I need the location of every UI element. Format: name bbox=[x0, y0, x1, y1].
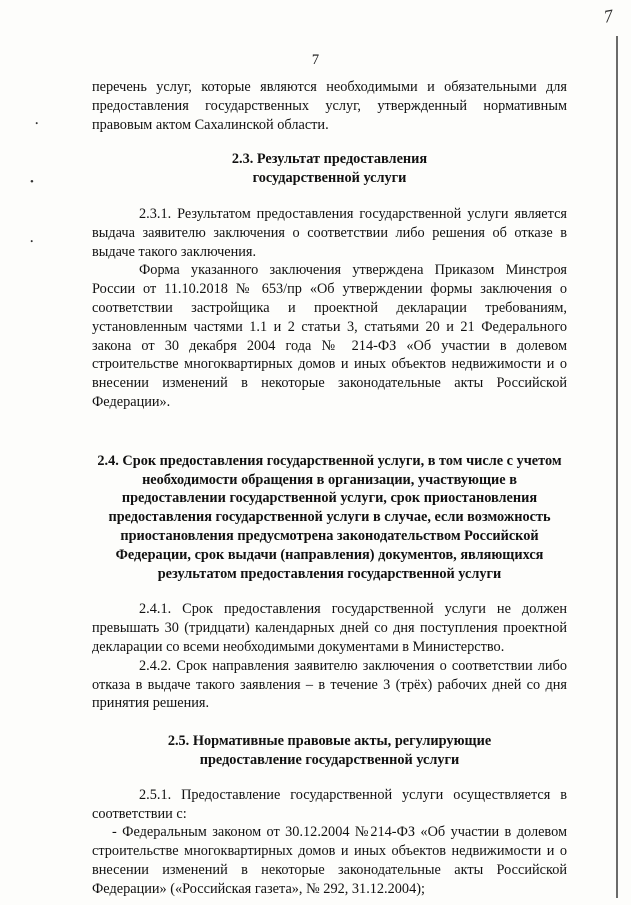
paragraph-2-4-2: 2.4.2. Срок направления заявителю заключения о соответствии либо отказа в выдаче такого заявления – в течение 3 (трёх) рабочих дней со дня принятия решения. bbox=[92, 657, 567, 712]
heading-line: предоставление государственной услуги bbox=[199, 751, 460, 768]
heading-line: приостановления предусмотрена законодательством Российской bbox=[120, 527, 539, 544]
heading-line: необходимости обращения в организации, участвующие в bbox=[142, 471, 517, 488]
heading-line: предоставлении государственной услуги, срок приостановления bbox=[121, 490, 538, 507]
heading-line: результатом предоставления государственной услуги bbox=[157, 565, 502, 582]
heading-line: предоставления государственной услуги в случае, если возможность bbox=[108, 509, 551, 526]
paragraph-2-3-1: 2.3.1. Результатом предоставления государственной услуги является выдача заявителю заключения о соответствии либо решения об отказе в выдаче такого заключения. bbox=[92, 205, 567, 260]
scan-speck-mark: • bbox=[30, 176, 34, 188]
scan-speck-mark: ꞏ bbox=[35, 118, 39, 130]
section-heading-2-4 bbox=[84, 452, 575, 584]
handwritten-page-mark: 7 bbox=[602, 5, 615, 27]
scan-speck-mark: ꞏ bbox=[30, 236, 34, 248]
section-heading-2-5 bbox=[92, 732, 567, 770]
scan-edge-line bbox=[616, 36, 618, 898]
paragraph-2-5-1: 2.5.1. Предоставление государственной услуги осуществляется в соответствии с: bbox=[92, 786, 567, 822]
heading-line: 2.4. Срок предоставления государственной услуги, в том числе с учетом bbox=[97, 452, 562, 469]
document-body bbox=[92, 78, 567, 898]
heading-line: государственной услуги bbox=[252, 170, 407, 187]
page-number: 7 bbox=[311, 52, 320, 68]
heading-line: Федерации, срок выдачи (направления) документов, являющихся bbox=[115, 546, 544, 563]
heading-line: 2.5. Нормативные правовые акты, регулирующие bbox=[167, 733, 492, 750]
intro-paragraph: перечень услуг, которые являются необходимыми и обязательными для предоставления государственных услуг, утвержденный нормативным правовым актом Сахалинской области. bbox=[92, 79, 567, 133]
paragraph-form-approval: Форма указанного заключения утверждена Приказом Минстроя России от 11.10.2018 № 653/пр «Об утверждении формы заключения о соответствии застройщика и проектной декларации требованиям, установленным частями 1.1 и 2 статьи 3, статьями 20 и 21 Федерального закона от 30 декабря 2004 года № 214-ФЗ «Об участии в долевом строительстве многоквартирных домов и иных объектов недвижимости и о внесении изменений в некоторые законодательные акты Российской Федерации». bbox=[92, 262, 567, 410]
paragraph-2-4-1: 2.4.1. Срок предоставления государственной услуги не должен превышать 30 (тридцати) календарных дней со дня поступления проектной декларации со всеми необходимыми документами в Министерство. bbox=[92, 601, 567, 655]
list-item-federal-law: - Федеральным законом от 30.12.2004 №214-ФЗ «Об участии в долевом строительстве многоквартирных домов и иных объектов недвижимости и о внесении изменений в некоторые законодательные акты Российской Федерации» («Российская газета», № 292, 31.12.2004); bbox=[92, 824, 567, 897]
section-heading-2-3 bbox=[92, 150, 567, 188]
heading-line: 2.3. Результат предоставления bbox=[231, 151, 428, 168]
